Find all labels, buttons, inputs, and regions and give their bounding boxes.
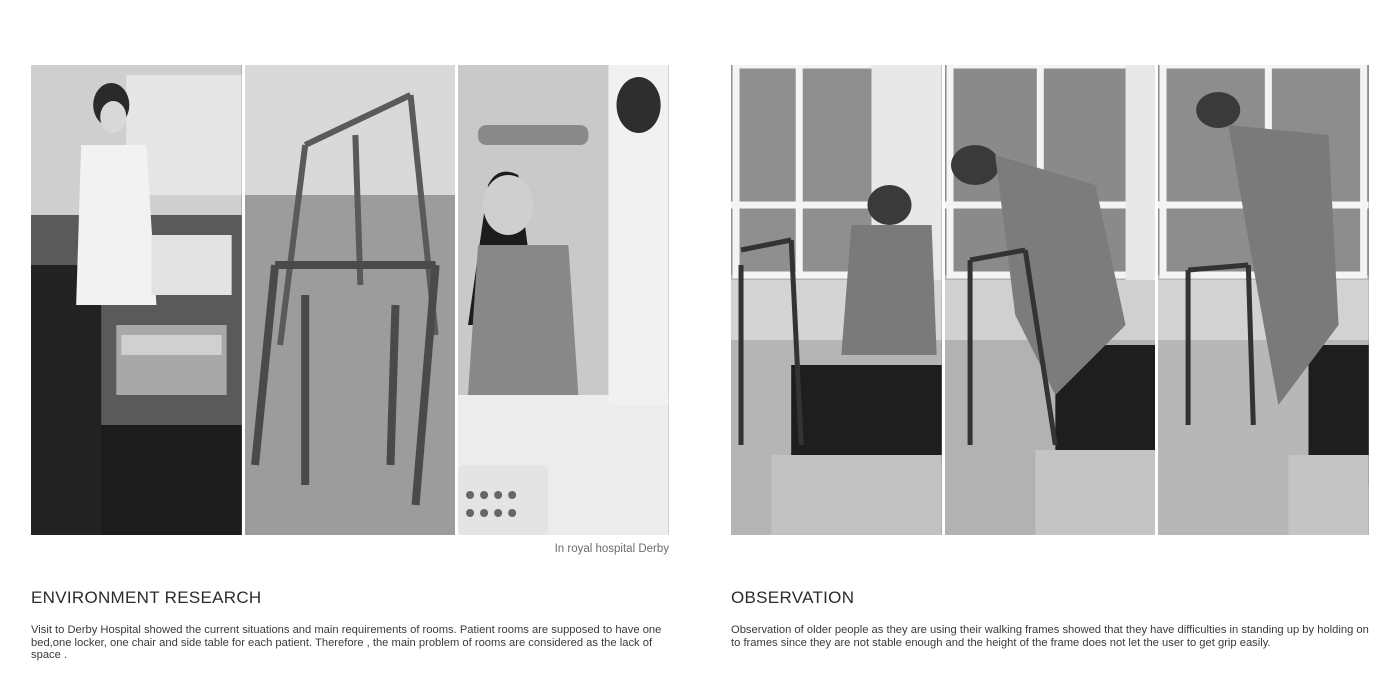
photo-caption: In royal hospital Derby (554, 543, 669, 555)
observation-section (731, 588, 1381, 649)
nurse-photo (31, 65, 242, 535)
seated-man-photo (731, 65, 942, 535)
standing-man-photo (1158, 65, 1369, 535)
observation-title: OBSERVATION (731, 588, 855, 607)
observation-photo-strip (731, 65, 1369, 535)
patient-hoist-photo (458, 65, 669, 535)
environment-research-title: ENVIRONMENT RESEARCH (31, 588, 262, 607)
environment-photo-strip (31, 65, 669, 535)
environment-research-text: Visit to Derby Hospital showed the current situations and main requirements of rooms. Patient rooms are supposed to have one bed,one locker, one chair and side table for each patient. Therefore , the main problem of rooms are considered as the lack of space . (31, 624, 662, 661)
observation-text: Observation of older people as they are using their walking frames showed that they have difficulties in standing up by holding on to frames since they are not stable enough and the height of the frame does not let the user to get grip easily. (731, 624, 1369, 649)
walking-frames-photo (245, 65, 456, 535)
environment-research-section (31, 588, 681, 662)
standing-up-man-photo (945, 65, 1156, 535)
